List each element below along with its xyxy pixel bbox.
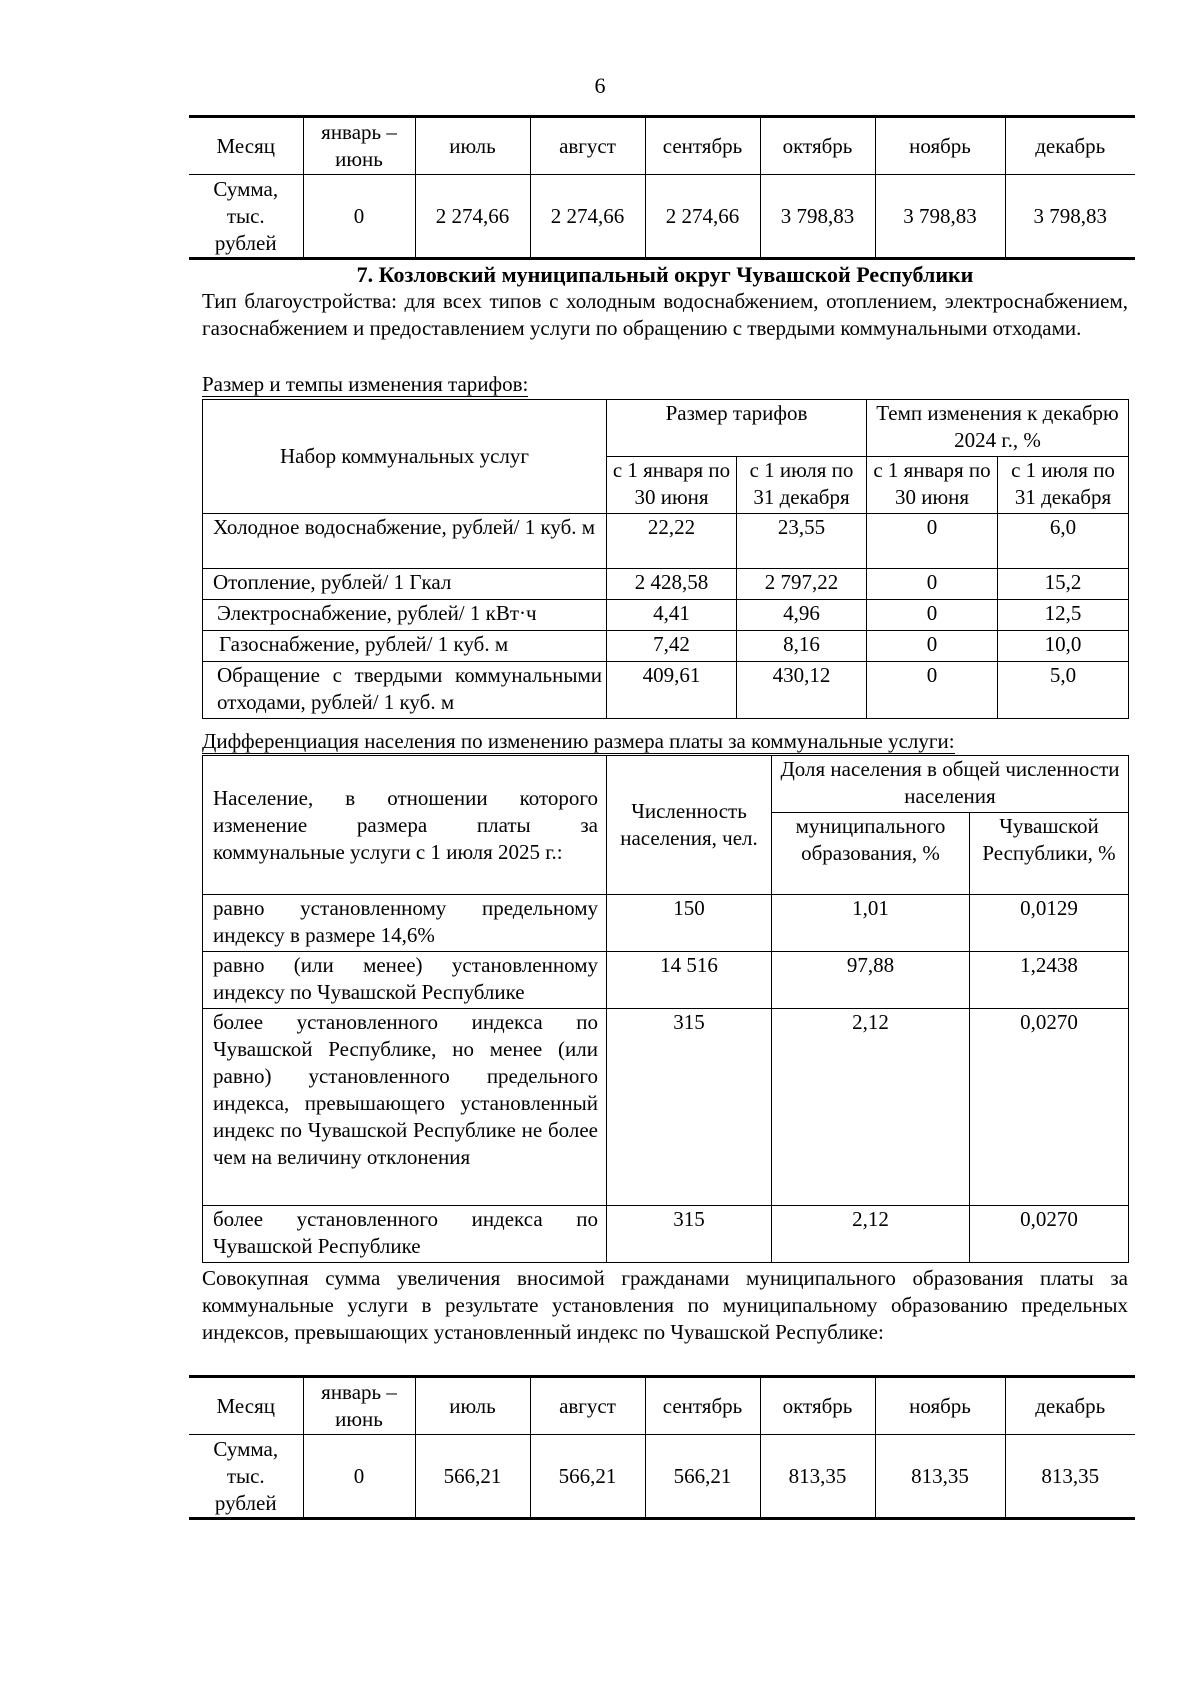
sum-value: 2 274,66 <box>645 175 760 259</box>
tariff-value: 23,55 <box>737 514 867 569</box>
month-header: Месяц <box>189 117 303 175</box>
rate-value: 12,5 <box>998 600 1129 631</box>
rate-value: 15,2 <box>998 569 1129 600</box>
sum-label: Сумма, тыс. рублей <box>189 1435 303 1519</box>
section-heading: 7. Козловский муниципальный округ Чувашской Республики <box>356 262 974 287</box>
population-count: 315 <box>607 1206 772 1263</box>
month-label: август <box>530 1377 645 1435</box>
rate-value: 10,0 <box>998 631 1129 662</box>
sum-value: 3 798,83 <box>760 175 875 259</box>
population-count: 315 <box>607 1009 772 1206</box>
sum-value: 3 798,83 <box>1005 175 1135 259</box>
municipal-share: 2,12 <box>772 1206 970 1263</box>
tariff-value: 4,96 <box>737 600 867 631</box>
differentiation-intro: Дифференциация населения по изменению размера платы за коммунальные услуги: <box>202 729 955 753</box>
republic-share: 0,0129 <box>970 895 1129 952</box>
population-category: равно (или менее) установленному индексу по Чувашской Республике <box>203 952 607 1009</box>
period-jan-header: с 1 января по 30 июня <box>867 457 998 514</box>
sum-value: 566,21 <box>645 1435 760 1519</box>
share-header: Доля населения в общей численности населения <box>772 756 1129 813</box>
tariff-value: 4,41 <box>607 600 737 631</box>
sum-value: 813,35 <box>1005 1435 1135 1519</box>
service-name: Холодное водоснабжение, рублей/ 1 куб. м <box>203 514 607 569</box>
tariff-value: 430,12 <box>737 662 867 719</box>
month-header: Месяц <box>189 1377 303 1435</box>
sum-value: 2 274,66 <box>530 175 645 259</box>
rate-value: 0 <box>867 514 998 569</box>
tariff-value: 409,61 <box>607 662 737 719</box>
sum-value: 3 798,83 <box>875 175 1005 259</box>
tariff-value: 7,42 <box>607 631 737 662</box>
rate-value: 6,0 <box>998 514 1129 569</box>
tariff-value: 2 428,58 <box>607 569 737 600</box>
sum-value: 813,35 <box>760 1435 875 1519</box>
sum-value: 566,21 <box>530 1435 645 1519</box>
month-label: октябрь <box>760 117 875 175</box>
month-label: сентябрь <box>645 1377 760 1435</box>
page-number: 6 <box>594 73 606 98</box>
population-category: более установленного индекса по Чувашской Республике <box>203 1206 607 1263</box>
count-header: Численность населения, чел. <box>607 756 772 895</box>
population-count: 14 516 <box>607 952 772 1009</box>
sum-value: 813,35 <box>875 1435 1005 1519</box>
month-label: январь – июнь <box>303 1377 415 1435</box>
sum-value: 0 <box>303 1435 415 1519</box>
tariff-value: 2 797,22 <box>737 569 867 600</box>
tariff-value: 22,22 <box>607 514 737 569</box>
services-header: Набор коммунальных услуг <box>203 400 607 514</box>
month-label: декабрь <box>1005 117 1135 175</box>
population-count: 150 <box>607 895 772 952</box>
republic-share: 0,0270 <box>970 1206 1129 1263</box>
total-increase-intro: Совокупная сумма увеличения вносимой гражданами муниципального образования платы за коммунальные услуги в результате установления по муниципальному образованию предельных индексов, превышающих установленный индекс по Чувашской Республике: <box>202 1266 1128 1344</box>
sum-value: 0 <box>303 175 415 259</box>
municipal-share: 2,12 <box>772 1009 970 1206</box>
service-name: Обращение с твердыми коммунальными отходами, рублей/ 1 куб. м <box>203 662 607 719</box>
month-label: август <box>530 117 645 175</box>
sum-value: 566,21 <box>415 1435 530 1519</box>
period-jul-header: с 1 июля по 31 декабря <box>737 457 867 514</box>
period-jul-header: с 1 июля по 31 декабря <box>998 457 1129 514</box>
service-name: Отопление, рублей/ 1 Гкал <box>203 569 607 600</box>
sum-value: 2 274,66 <box>415 175 530 259</box>
rate-value: 0 <box>867 569 998 600</box>
population-category: равно установленному предельному индексу в размере 14,6% <box>203 895 607 952</box>
month-label: сентябрь <box>645 117 760 175</box>
rate-value: 0 <box>867 631 998 662</box>
month-label: ноябрь <box>875 117 1005 175</box>
population-category: более установленного индекса по Чувашской Республике, но менее (или равно) установленного предельного индекса, превышающего установленный индекс по Чувашской Республике не более чем на величину отклонения <box>203 1009 607 1206</box>
improvement-type-text: Тип благоустройства: для всех типов с холодным водоснабжением, отоплением, электроснабжением, газоснабжением и предоставлением услуги по обращению с твердыми коммунальными отходами. <box>202 289 1128 340</box>
municipal-share: 1,01 <box>772 895 970 952</box>
municipal-share-header: муниципального образования, % <box>772 813 970 895</box>
municipal-share: 97,88 <box>772 952 970 1009</box>
rate-value: 0 <box>867 662 998 719</box>
rate-value: 0 <box>867 600 998 631</box>
sum-label: Сумма, тыс. рублей <box>189 175 303 259</box>
population-table <box>202 755 1129 1263</box>
monthly-sum-table-top <box>189 115 1135 260</box>
monthly-sum-table-bottom <box>189 1375 1135 1520</box>
service-name: Газоснабжение, рублей/ 1 куб. м <box>203 631 607 662</box>
republic-share-header: Чувашской Республики, % <box>970 813 1129 895</box>
month-label: октябрь <box>760 1377 875 1435</box>
tariff-size-header: Размер тарифов <box>607 400 867 457</box>
month-label: июль <box>415 1377 530 1435</box>
tariffs-intro: Размер и темпы изменения тарифов: <box>202 372 529 396</box>
republic-share: 0,0270 <box>970 1009 1129 1206</box>
month-label: июль <box>415 117 530 175</box>
tariff-table <box>202 399 1129 719</box>
month-label: ноябрь <box>875 1377 1005 1435</box>
republic-share: 1,2438 <box>970 952 1129 1009</box>
tariff-value: 8,16 <box>737 631 867 662</box>
rate-value: 5,0 <box>998 662 1129 719</box>
rate-change-header: Темп изменения к декабрю 2024 г., % <box>867 400 1129 457</box>
month-label: январь – июнь <box>303 117 415 175</box>
period-jan-header: с 1 января по 30 июня <box>607 457 737 514</box>
service-name: Электроснабжение, рублей/ 1 кВт·ч <box>203 600 607 631</box>
month-label: декабрь <box>1005 1377 1135 1435</box>
population-header: Население, в отношении которого изменение размера платы за коммунальные услуги с 1 июля 2025 г.: <box>203 756 607 895</box>
